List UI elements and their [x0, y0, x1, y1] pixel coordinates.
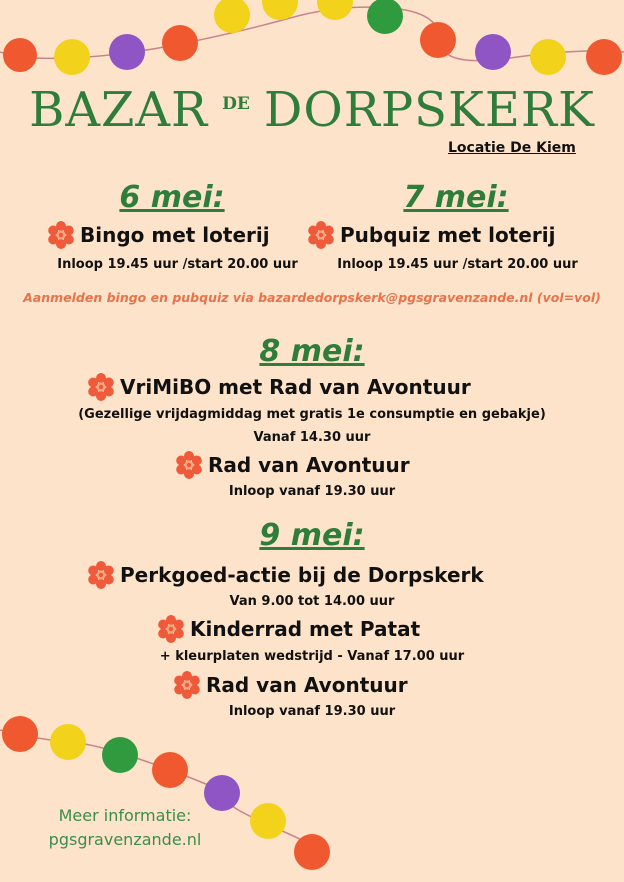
event-detail: Van 9.00 tot 14.00 uur — [229, 594, 395, 609]
flower-icon — [306, 220, 336, 250]
pompom-orange — [162, 25, 198, 61]
event-rad-van-avontuur — [174, 450, 410, 480]
day-heading-6-mei: 6 mei: — [119, 180, 225, 215]
pompom-purple — [475, 34, 511, 70]
pompom-orange — [586, 39, 622, 75]
event-vrimibo — [86, 372, 471, 402]
pompom-yellow — [214, 0, 250, 33]
event-title: Rad van Avontuur — [206, 673, 408, 697]
pompom-orange — [294, 834, 330, 870]
event-title: Bingo met loterij — [80, 223, 270, 247]
pompom-yellow — [250, 803, 286, 839]
event-detail: Inloop vanaf 19.30 uur — [228, 484, 396, 499]
pompom-yellow — [317, 0, 353, 20]
pompom-orange — [3, 38, 37, 72]
pompom-orange — [2, 716, 38, 752]
title-de: DE — [222, 94, 250, 114]
bottom-pompom-garland — [0, 700, 624, 882]
pompom-orange — [420, 22, 456, 58]
flower-icon — [86, 560, 116, 590]
event-title: VriMiBO met Rad van Avontuur — [120, 375, 471, 399]
top-pompom-garland — [0, 0, 624, 80]
pompom-green — [367, 0, 403, 34]
poster-title — [0, 82, 624, 138]
pompom-orange — [152, 752, 188, 788]
event-title: Rad van Avontuur — [208, 453, 410, 477]
signup-note: Aanmelden bingo en pubquiz via bazardedorpskerk@pgsgravenzande.nl (vol=vol) — [23, 290, 601, 305]
event-bingo — [46, 220, 270, 250]
event-rad-van-avontuur — [172, 670, 408, 700]
event-detail: Inloop 19.45 uur /start 20.00 uur — [337, 257, 578, 272]
flower-icon — [46, 220, 76, 250]
more-info-website[interactable]: pgsgravenzande.nl — [48, 830, 202, 849]
event-detail: Inloop 19.45 uur /start 20.00 uur — [57, 257, 298, 272]
event-title: Kinderrad met Patat — [190, 617, 421, 641]
flower-icon — [86, 372, 116, 402]
pompom-green — [102, 737, 138, 773]
title-bazar: BAZAR — [29, 82, 209, 138]
event-perkgoed-actie — [86, 560, 484, 590]
event-pubquiz — [306, 220, 555, 250]
pompom-yellow — [530, 39, 566, 75]
flower-icon — [174, 450, 204, 480]
event-detail: + kleurplaten wedstrijd - Vanaf 17.00 uur — [159, 649, 465, 664]
day-heading-9-mei: 9 mei: — [259, 518, 365, 553]
pompom-yellow — [50, 724, 86, 760]
day-heading-7-mei: 7 mei: — [403, 180, 509, 215]
title-dorpskerk: DORPSKERK — [263, 82, 595, 138]
event-detail: Vanaf 14.30 uur — [253, 430, 371, 445]
pompom-yellow — [54, 39, 90, 75]
flower-icon — [172, 670, 202, 700]
more-info — [40, 804, 210, 852]
event-detail: Inloop vanaf 19.30 uur — [228, 704, 396, 719]
location-label: Locatie De Kiem — [448, 140, 576, 156]
event-title: Pubquiz met loterij — [340, 223, 556, 247]
event-title: Perkgoed-actie bij de Dorpskerk — [120, 563, 484, 587]
flower-icon — [156, 614, 186, 644]
more-info-label: Meer informatie: — [58, 806, 192, 825]
pompom-purple — [109, 34, 145, 70]
event-kinderrad — [156, 614, 420, 644]
day-heading-8-mei: 8 mei: — [259, 334, 365, 369]
event-detail: (Gezellige vrijdagmiddag met gratis 1e consumptie en gebakje) — [78, 407, 546, 422]
